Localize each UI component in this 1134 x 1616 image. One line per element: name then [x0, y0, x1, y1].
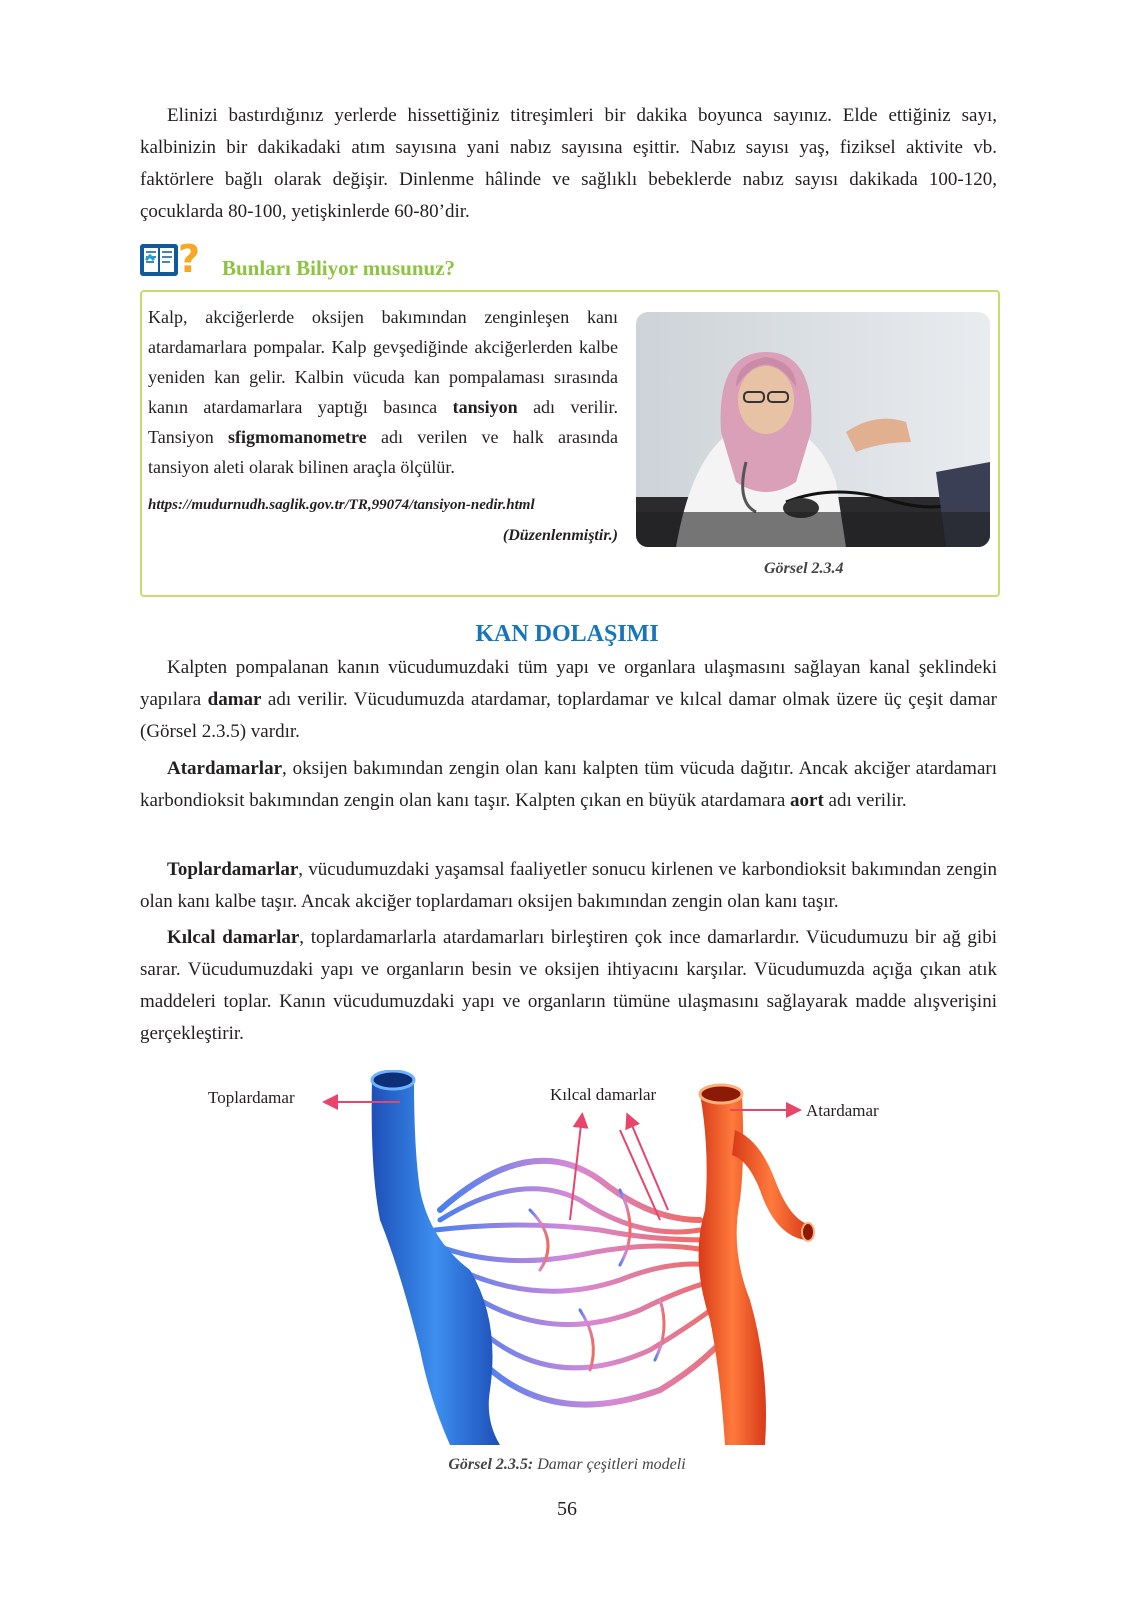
p1-text-c: adı verilir. Vücudumuzda atardamar, toplardamar ve kılcal damar olmak üzere üç çeşit damar (Görsel 2.3.5) vardır.: [140, 689, 998, 742]
blood-vessel-diagram: [200, 1070, 920, 1450]
info-text-3: adı verilen ve halk arasında tansiyon aleti olarak bilinen araçla ölçülür.: [148, 427, 619, 477]
info-text-1: Kalp, akciğerlerde oksijen bakımından zenginleşen kanı atardamarlara pompalar. Kalp gevşediğinde akciğerlerden kalbe yeniden kan gelir. Kalbin vücuda kan pompalaması sırasında kanın atardamarlara yaptığı basınca: [148, 307, 618, 417]
figure-caption-label: Görsel 2.3.5:: [448, 1456, 534, 1473]
vein-vessel: [372, 1080, 500, 1445]
info-box-text: [148, 302, 618, 482]
p2-text-c: , oksijen bakımından zengin olan kanı kalpten tüm vücuda dağıtır. Ancak akciğer atardamarı karbondioksit bakımından zengin olan kanı taşır. Kalpten çıkan en büyük atardamara: [140, 758, 997, 811]
p1-text-a: Kalpten pompalanan kanın vücudumuzdaki tüm yapı ve organlara ulaşmasını sağlayan kanal şeklindeki yapılara: [140, 657, 997, 710]
page-number: 56: [557, 1498, 577, 1520]
p3-text-c: , vücudumuzdaki yaşamsal faaliyetler sonucu kirlenen ve karbondioksit bakımından zengin olan kanı kalbe taşır. Ancak akciğer toplardamarı oksijen bakımından zengin olan kanı taşır.: [140, 859, 997, 912]
edited-note: (Düzenlenmiştir.): [502, 527, 618, 544]
section-title: KAN DOLAŞIMI: [475, 621, 659, 647]
term-toplardamarlar: Toplardamarlar: [167, 859, 299, 880]
term-aort: aort: [790, 790, 824, 811]
section-paragraph-2: [140, 753, 997, 817]
source-url: https://mudurnudh.saglik.gov.tr/TR,99074/tansiyon-nedir.html: [148, 497, 535, 513]
term-sfigmomanometre: sfigmomanometre: [228, 427, 367, 447]
info-text-2: adı verilir. Tansiyon: [148, 397, 618, 447]
figure-caption: [0, 1456, 1134, 1474]
section-paragraph-4: [140, 922, 997, 1050]
section-paragraph-1: [140, 652, 997, 748]
info-box-title: Bunları Biliyor musunuz?: [222, 256, 456, 280]
term-damar: damar: [207, 689, 262, 710]
doctor-photo: [636, 312, 990, 547]
p2-text-e: adı verilir.: [823, 790, 907, 811]
label-atardamar: Atardamar: [806, 1101, 879, 1120]
p4-text-c: , toplardamarlarla atardamarları birleştiren çok ince damarlardır. Vücudumuzu bir ağ gibi sarar. Vücudumuzdaki yapı ve organların besin ve oksijen ihtiyacını karşılar. Vücudumuzda açığa çıkan atık maddeleri toplar. Kanın vücudumuzdaki yapı ve organların tümüne ulaşmasını sağlayarak madde alışverişini gerçekleştirir.: [140, 927, 997, 1044]
figure-caption-text: Damar çeşitleri modeli: [533, 1456, 686, 1473]
term-tansiyon: tansiyon: [452, 397, 518, 417]
term-kilcal-damarlar: Kılcal damarlar: [167, 927, 300, 948]
svg-text:?: ?: [178, 238, 200, 281]
label-toplardamar: Toplardamar: [208, 1088, 295, 1107]
photo-caption: Görsel 2.3.4: [764, 560, 844, 577]
label-kilcal-damarlar: Kılcal damarlar: [550, 1085, 657, 1104]
section-paragraph-3: [140, 854, 997, 918]
book-question-icon: [138, 238, 200, 282]
term-atardamarlar: Atardamarlar: [167, 758, 283, 779]
intro-paragraph: Elinizi bastırdığınız yerlerde hissettiğiniz titreşimleri bir dakika boyunca sayınız. Elde ettiğiniz sayı, kalbinizin bir dakikadaki atım sayısına yani nabız sayısına eşittir. Nabız sayısı yaş, fiziksel aktivite vb. faktörlere bağlı olarak değişir. Dinlenme hâlinde ve sağlıklı bebeklerde nabız sayısı dakikada 100-120, çocuklarda 80-100, yetişkinlerde 60-80’dir.: [140, 105, 997, 222]
